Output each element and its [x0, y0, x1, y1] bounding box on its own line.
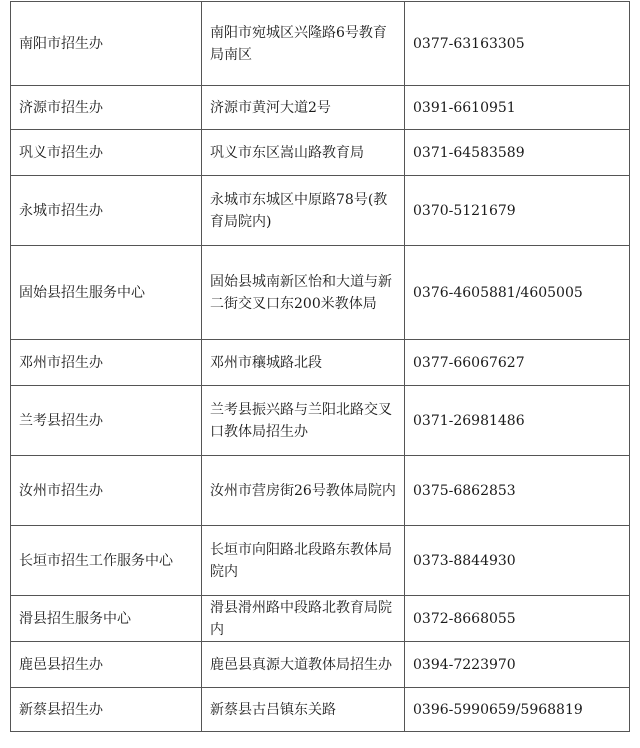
address-cell: 邓州市穰城路北段 — [202, 340, 405, 386]
office-name-cell: 滑县招生服务中心 — [11, 596, 202, 642]
address-cell: 兰考县振兴路与兰阳北路交叉口教体局招生办 — [202, 386, 405, 456]
office-name-cell: 长垣市招生工作服务中心 — [11, 526, 202, 596]
address-cell: 长垣市向阳路北段路东教体局院内 — [202, 526, 405, 596]
phone-cell: 0377-66067627 — [405, 340, 630, 386]
phone-cell: 0373-8844930 — [405, 526, 630, 596]
phone-cell: 0372-8668055 — [405, 596, 630, 642]
office-name-cell: 永城市招生办 — [11, 176, 202, 246]
office-name-cell: 巩义市招生办 — [11, 130, 202, 176]
table-row — [11, 176, 630, 246]
office-name-cell: 兰考县招生办 — [11, 386, 202, 456]
table-row — [11, 86, 630, 130]
table-row — [11, 130, 630, 176]
phone-cell: 0371-64583589 — [405, 130, 630, 176]
phone-cell: 0370-5121679 — [405, 176, 630, 246]
table-row — [11, 688, 630, 732]
address-cell: 汝州市营房街26号教体局院内 — [202, 456, 405, 526]
office-name-cell: 汝州市招生办 — [11, 456, 202, 526]
table-row — [11, 596, 630, 642]
address-cell: 永城市东城区中原路78号(教育局院内) — [202, 176, 405, 246]
address-cell: 鹿邑县真源大道教体局招生办 — [202, 642, 405, 688]
office-name-cell: 鹿邑县招生办 — [11, 642, 202, 688]
office-name-cell: 新蔡县招生办 — [11, 688, 202, 732]
table-row — [11, 340, 630, 386]
office-name-cell: 济源市招生办 — [11, 86, 202, 130]
phone-cell: 0391-6610951 — [405, 86, 630, 130]
table-row — [11, 2, 630, 86]
table-row — [11, 246, 630, 340]
office-name-cell: 固始县招生服务中心 — [11, 246, 202, 340]
table-row — [11, 456, 630, 526]
table-row — [11, 386, 630, 456]
phone-cell: 0376-4605881/4605005 — [405, 246, 630, 340]
address-cell: 南阳市宛城区兴隆路6号教育局南区 — [202, 2, 405, 86]
address-cell: 济源市黄河大道2号 — [202, 86, 405, 130]
contact-table — [10, 1, 630, 732]
phone-cell: 0377-63163305 — [405, 2, 630, 86]
address-cell: 巩义市东区嵩山路教育局 — [202, 130, 405, 176]
phone-cell: 0375-6862853 — [405, 456, 630, 526]
address-cell: 固始县城南新区怡和大道与新二街交叉口东200米教体局 — [202, 246, 405, 340]
office-name-cell: 邓州市招生办 — [11, 340, 202, 386]
phone-cell: 0371-26981486 — [405, 386, 630, 456]
office-name-cell: 南阳市招生办 — [11, 2, 202, 86]
phone-cell: 0394-7223970 — [405, 642, 630, 688]
table-row — [11, 642, 630, 688]
phone-cell: 0396-5990659/5968819 — [405, 688, 630, 732]
address-cell: 新蔡县古吕镇东关路 — [202, 688, 405, 732]
address-cell: 滑县滑州路中段路北教育局院内 — [202, 596, 405, 642]
contact-table-body — [11, 2, 630, 732]
table-row — [11, 526, 630, 596]
